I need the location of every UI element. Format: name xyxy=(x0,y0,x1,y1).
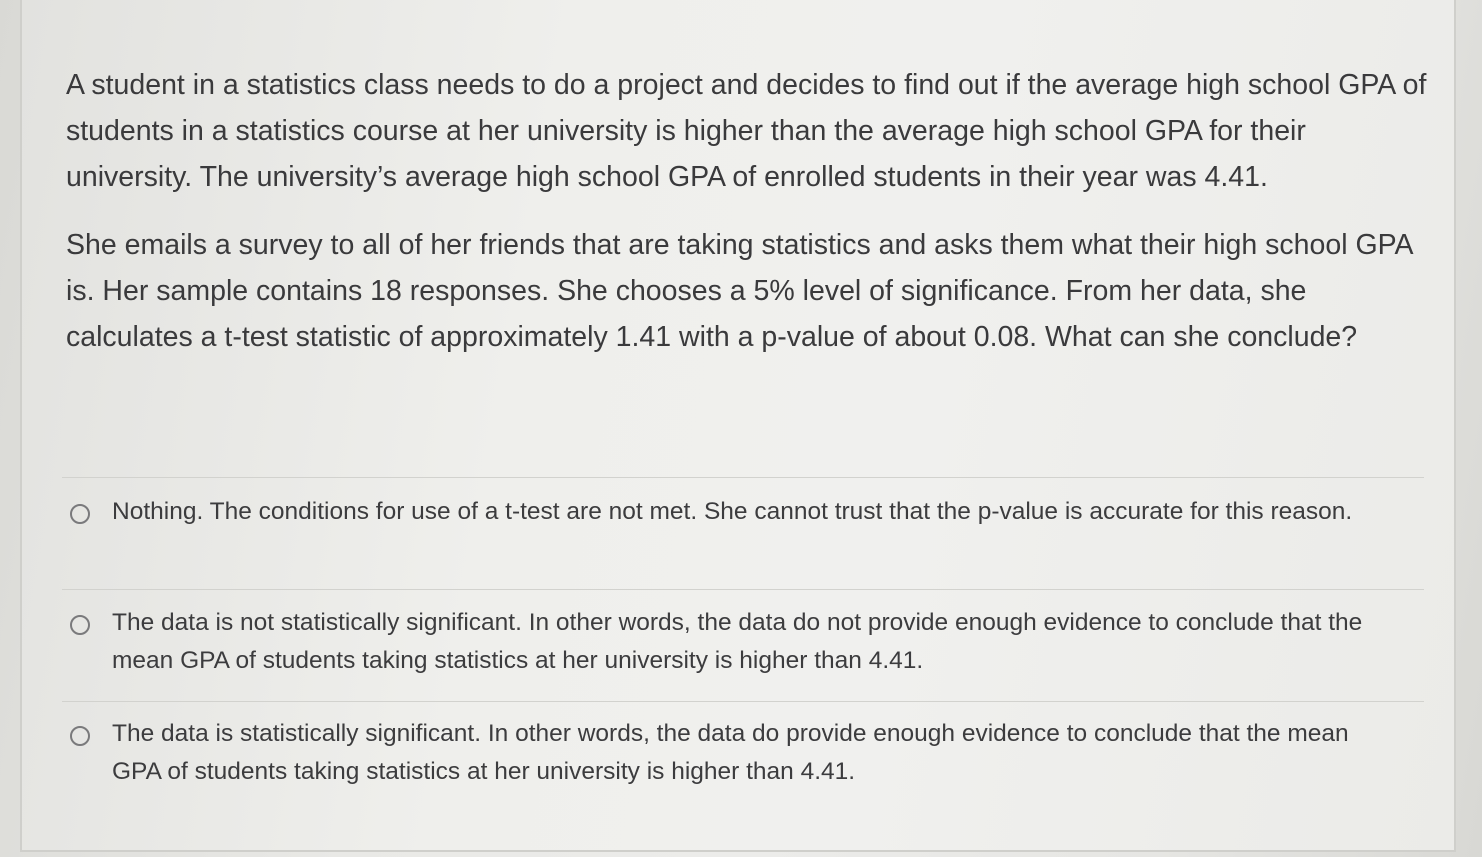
question-card xyxy=(20,0,1456,852)
divider xyxy=(62,589,1424,590)
radio-button-icon[interactable] xyxy=(70,726,90,746)
answer-option-label: The data is not statistically significant. In other words, the data do not provide enough evidence to conclude that the mean GPA of students taking statistics at her university is higher than 4.41. xyxy=(112,609,1363,674)
radio-button-icon[interactable] xyxy=(70,615,90,635)
divider xyxy=(62,477,1424,478)
question-paragraph-2: She emails a survey to all of her friends that are taking statistics and asks them what their high school GPA is. Her sample contains 18 responses. She chooses a 5% level of significance. From her data, she calculates a t-test statistic of approximately 1.41 with a p-value of about 0.08. What can she conclude? xyxy=(66,229,1412,353)
answer-option-label: The data is statistically significant. In other words, the data do provide enough evidence to conclude that the mean GPA of students taking statistics at her university is higher than 4.41. xyxy=(112,720,1349,785)
question-paragraph-1: A student in a statistics class needs to do a project and decides to find out if the average high school GPA of students in a statistics course at her university is higher than the average high school GPA for their university. The university’s average high school GPA of enrolled students in their year was 4.41. xyxy=(66,69,1427,193)
question-text xyxy=(66,62,1436,382)
radio-button-icon[interactable] xyxy=(70,504,90,524)
answer-option-label: Nothing. The conditions for use of a t-test are not met. She cannot trust that the p-value is accurate for this reason. xyxy=(112,498,1353,525)
divider xyxy=(62,701,1424,702)
